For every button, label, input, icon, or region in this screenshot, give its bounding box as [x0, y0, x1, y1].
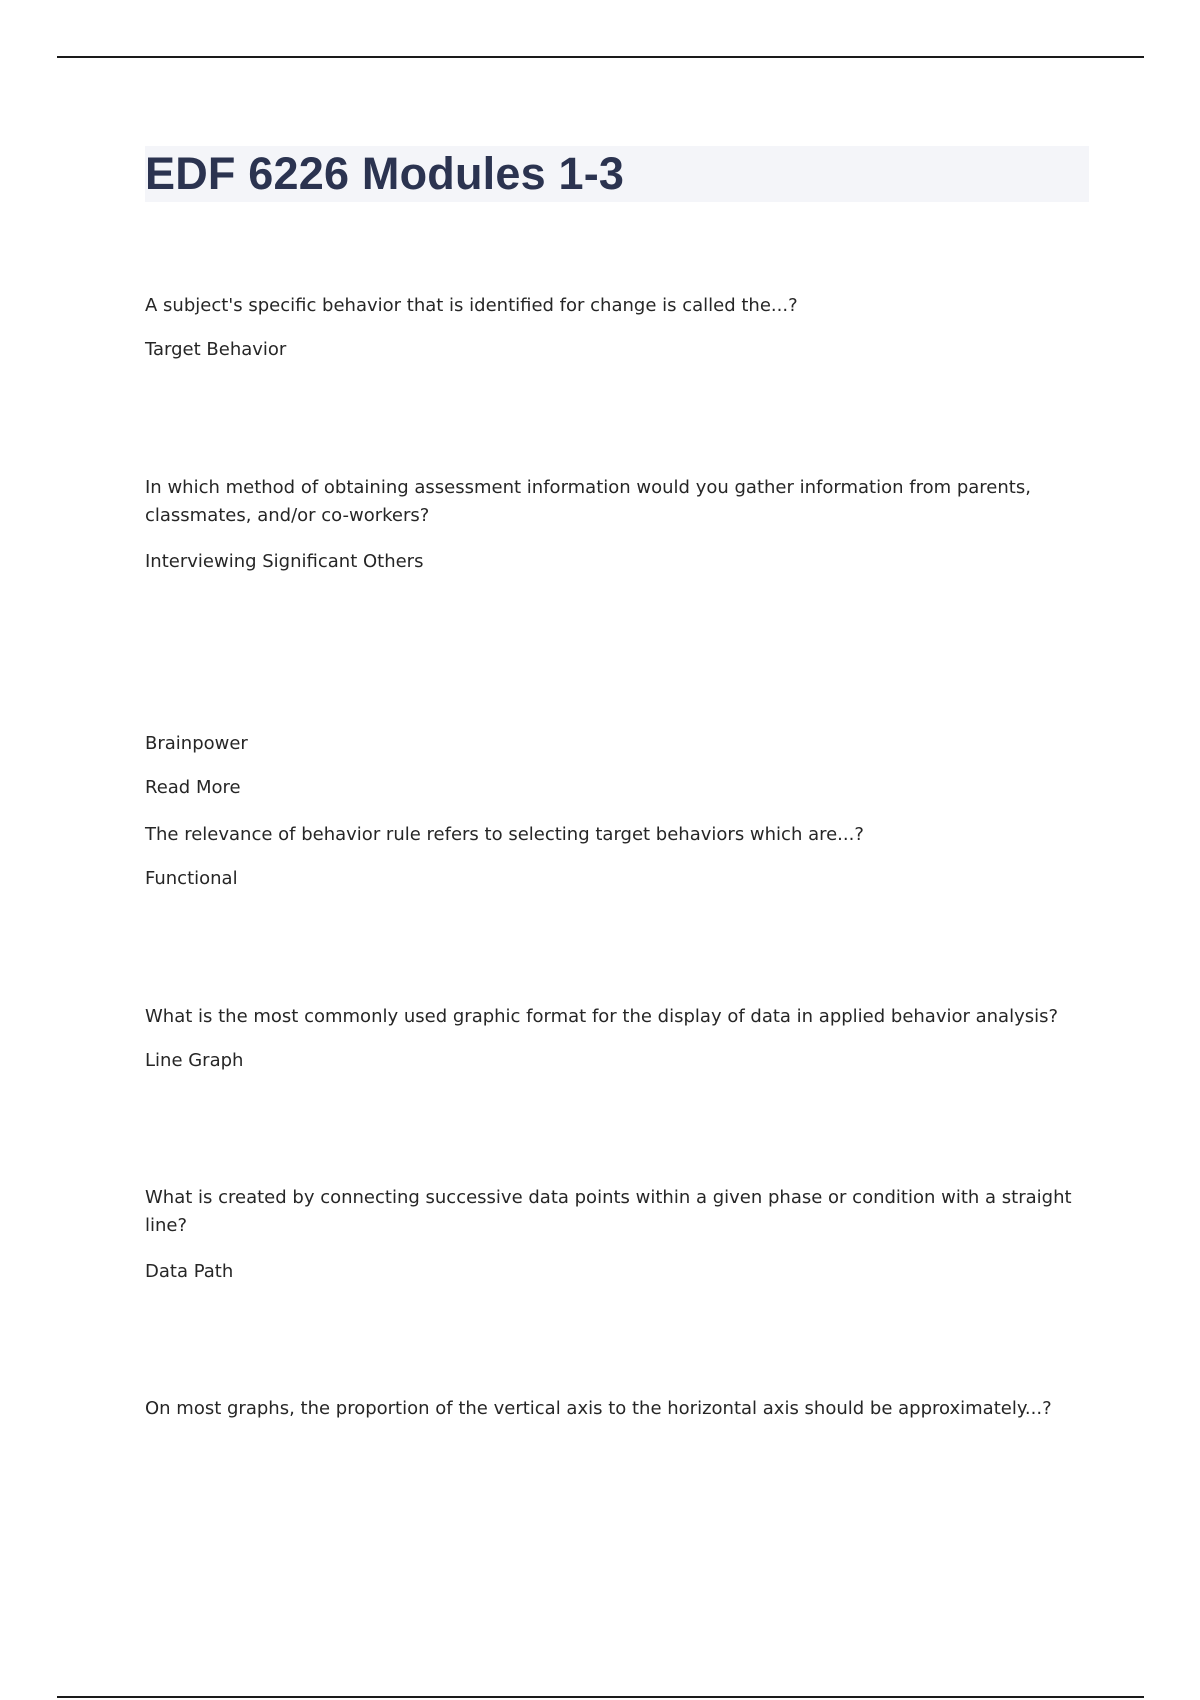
promo-brand: Brainpower	[145, 733, 248, 754]
answer-3: Functional	[145, 868, 238, 889]
answer-4: Line Graph	[145, 1050, 244, 1071]
answer-2: Interviewing Significant Others	[145, 551, 424, 572]
question-1: A subject's specific behavior that is identified for change is called the...?	[145, 295, 798, 316]
question-3: The relevance of behavior rule refers to selecting target behaviors which are...?	[145, 824, 864, 845]
question-2: In which method of obtaining assessment information would you gather information from parents, classmates, and/or co-workers?	[145, 477, 1031, 526]
page-title: EDF 6226 Modules 1-3	[145, 148, 625, 199]
question-6: On most graphs, the proportion of the vertical axis to the horizontal axis should be approximately...?	[145, 1398, 1052, 1419]
question-4: What is the most commonly used graphic format for the display of data in applied behavior analysis?	[145, 1006, 1059, 1027]
question-5: What is created by connecting successive data points within a given phase or condition with a straight line?	[145, 1187, 1072, 1236]
bottom-rule	[57, 1696, 1144, 1698]
answer-5: Data Path	[145, 1261, 234, 1282]
top-rule	[57, 56, 1144, 58]
read-more-link[interactable]: Read More	[145, 777, 241, 798]
answer-1: Target Behavior	[145, 339, 287, 360]
